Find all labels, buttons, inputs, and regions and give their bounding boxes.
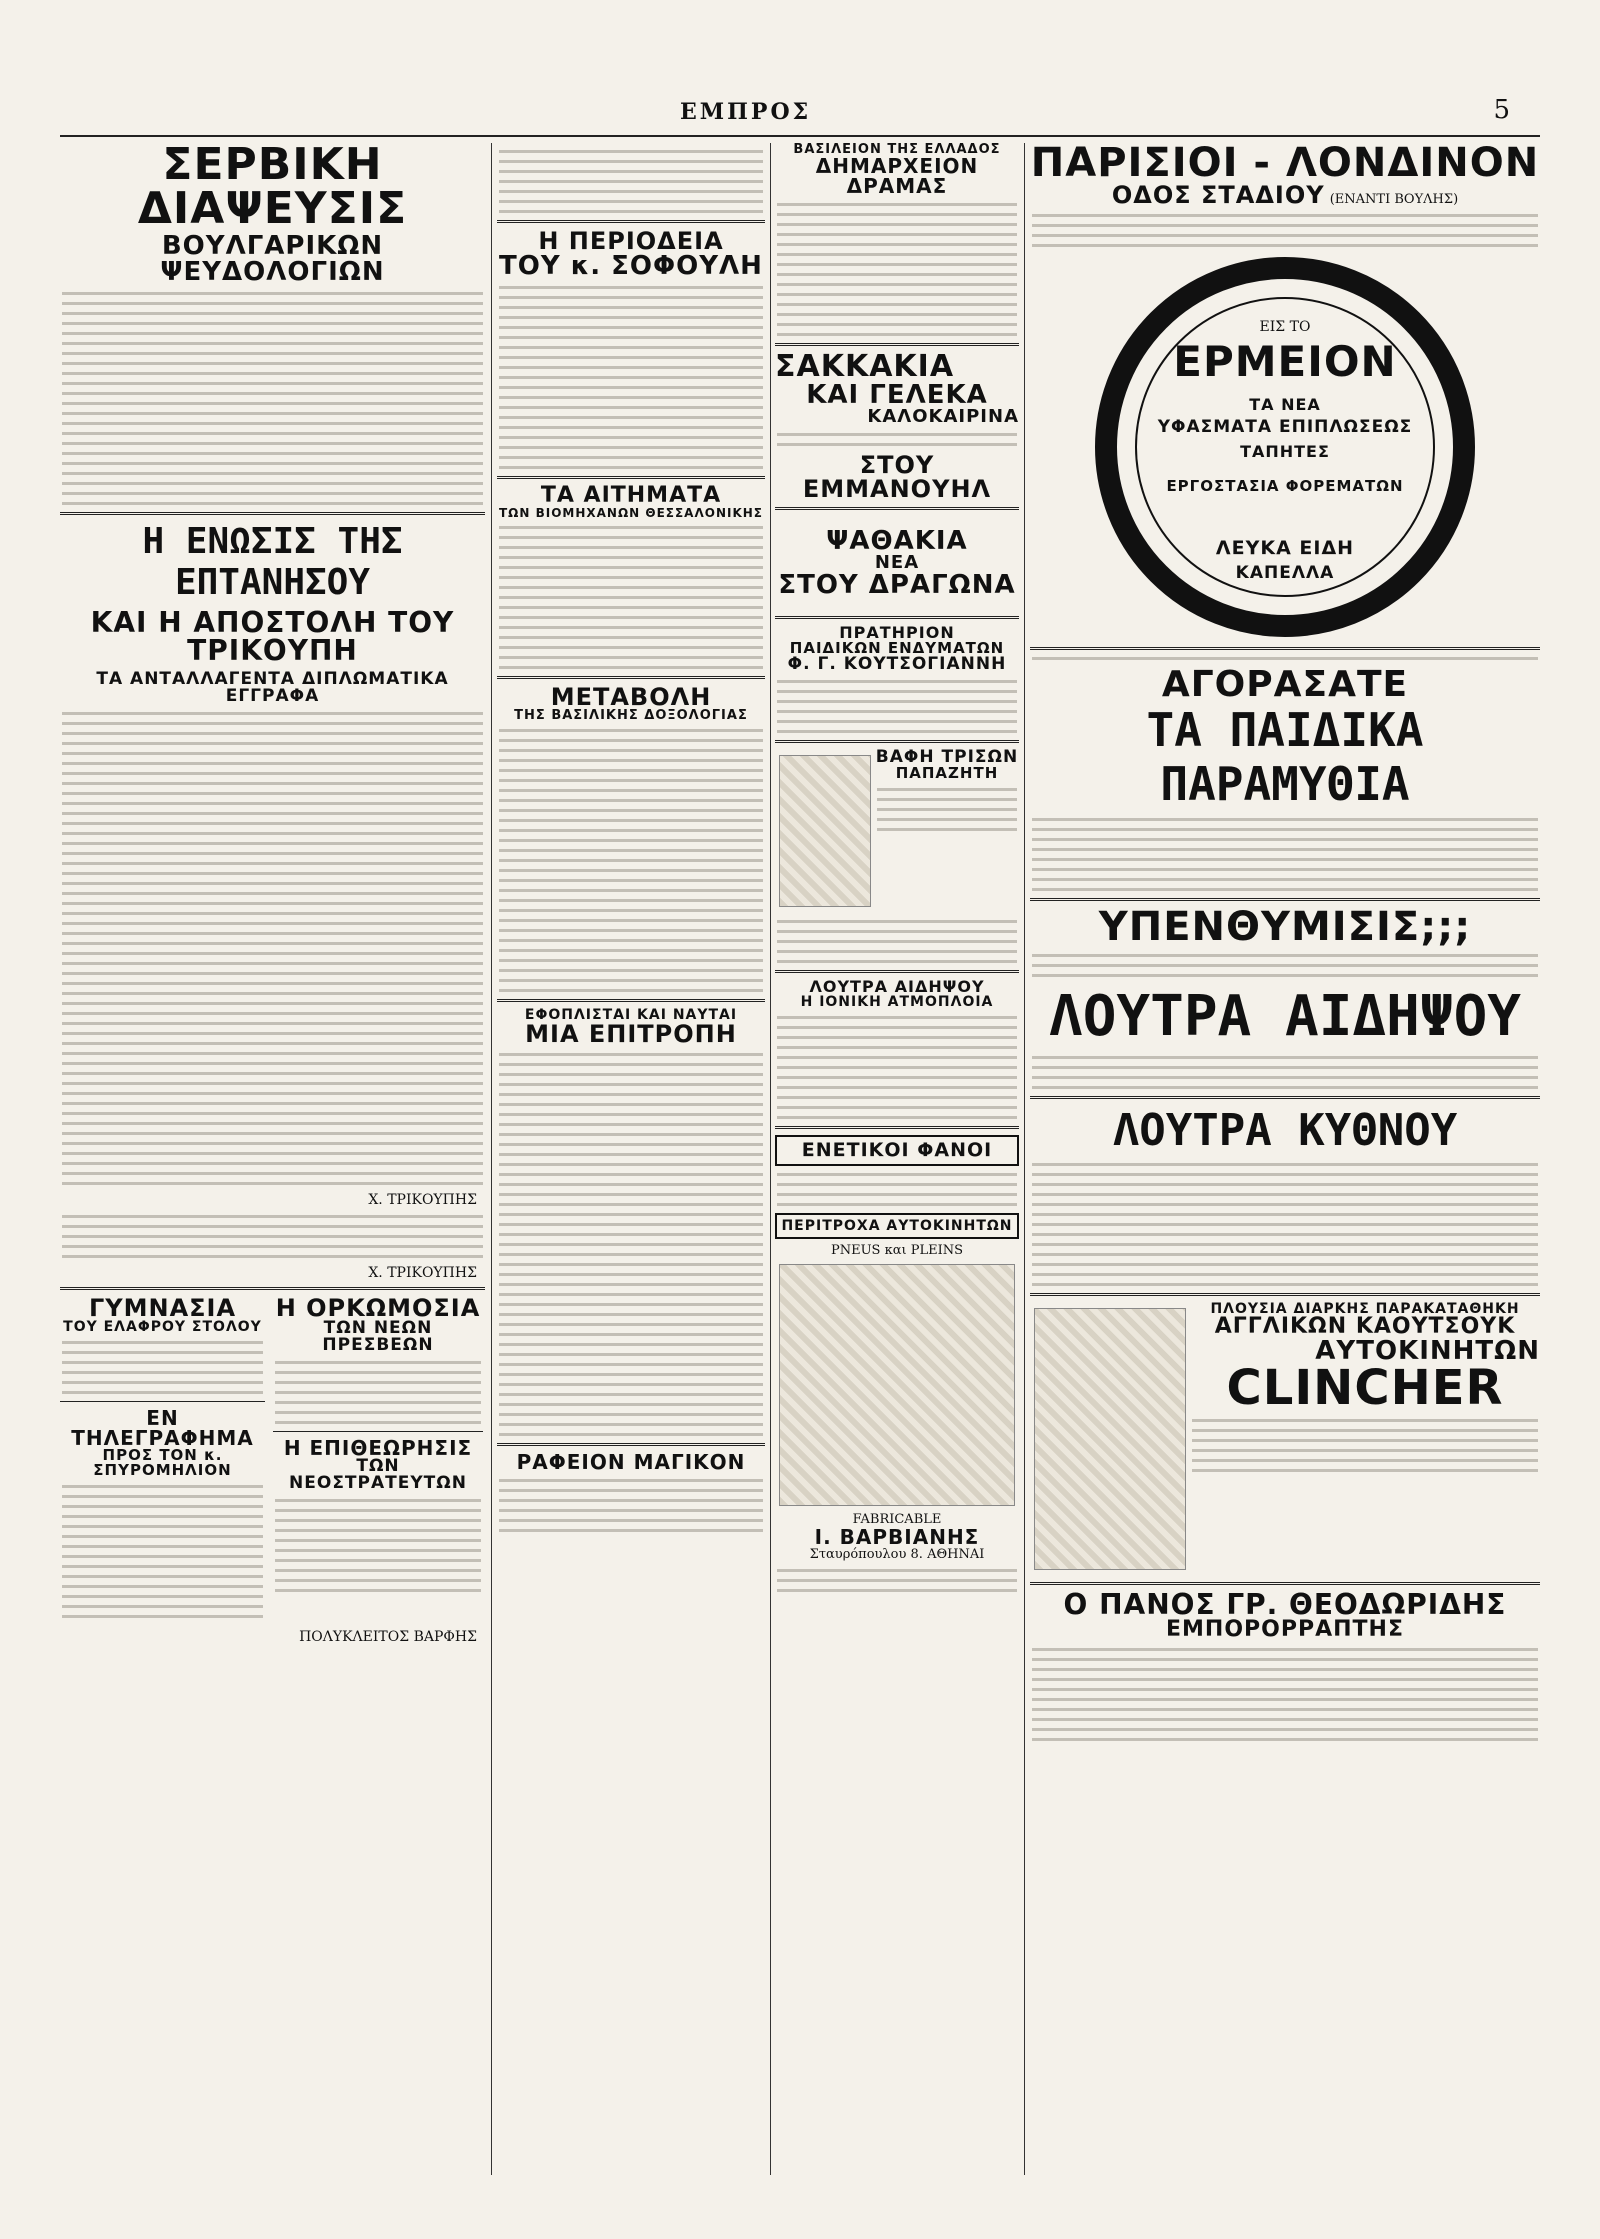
ad-rich-stock: ΠΛΟΥΣΙΑ ΔΙΑΡΚΗΣ ΠΑΡΑΚΑΤΑΘΗΚΗ <box>1210 1301 1520 1317</box>
ad-reminder: ΥΠΕΝΘΥΜΙΣΙΣ;;; <box>1098 904 1472 950</box>
subhead-bulgarian-lies: ΒΟΥΛΓΑΡΙΚΩΝ ΨΕΥΔΟΛΟΓΙΩΝ <box>160 231 385 287</box>
headline-shipowners: ΕΦΟΠΛΙΣΤΑΙ ΚΑΙ ΝΑΥΤΑΙ <box>524 1007 738 1023</box>
ad-jackets: ΣΑΚΚΑΚΙΑ <box>775 349 955 384</box>
ad-aidipsos: ΛΟΥΤΡΑ ΑΙΔΗΨΟΥ <box>1048 984 1521 1049</box>
headline-swearing-in: Η ΟΡΚΩΜΟΣΙΑ <box>275 1294 481 1322</box>
ad-english-rubber: ΑΓΓΛΙΚΩΝ ΚΑΟΥΤΣΟΥΚ <box>1214 1314 1516 1339</box>
ad-hair-dye: ΒΑΦΗ ΤΡΙΣΩΝ <box>875 747 1019 767</box>
ad-ionian-steamship: Η ΙΟΝΙΚΗ ΑΤΜΟΠΛΟΙΑ <box>800 994 994 1010</box>
ad-vests: ΚΑΙ ΓΕΛΕΚΑ <box>806 380 988 410</box>
column-4 <box>1030 143 1540 2175</box>
ad-aidipsos-baths: ΛΟΥΤΡΑ ΑΙΔΗΨΟΥ <box>809 977 985 996</box>
signature: Χ. ΤΡΙΚΟΥΠΗΣ <box>368 1265 477 1281</box>
ad-buy: ΑΓΟΡΑΣΑΤΕ <box>1161 664 1409 705</box>
headline-heptanese-union: Η ΕΝΩΣΙΣ ΤΗΣ ΕΠΤΑΝΗΣΟΥ <box>142 521 403 603</box>
ad-papazitis: ΠΑΠΑΖΗΤΗ <box>895 764 999 782</box>
ad-childrens-clothes: ΠΑΙΔΙΚΩΝ ΕΝΔΥΜΑΤΩΝ <box>789 639 1005 657</box>
headline-demands: ΤΑ ΑΙΤΗΜΑΤΑ <box>540 483 722 508</box>
ad-pneus: PNEUS και PLEINS <box>830 1243 964 1258</box>
subhead-sofoulis: ΤΟΥ κ. ΣΟΦΟΥΛΗ <box>499 251 763 281</box>
page-number: 5 <box>1493 95 1510 125</box>
headline-inspection: Η ΕΠΙΘΕΩΡΗΣΙΣ <box>283 1436 473 1460</box>
newspaper-title: ΕΜΠΡΟΣ <box>680 99 812 125</box>
subhead-committee: ΜΙΑ ΕΠΙΤΡΟΠΗ <box>525 1020 737 1048</box>
kingdom-header: ΒΑΣΙΛΕΙΟΝ ΤΗΣ ΕΛΛΑΔΟΣ <box>793 143 1001 157</box>
subhead-light-fleet: ΤΟΥ ΕΛΑΦΡΟΥ ΣΤΟΛΟΥ <box>63 1319 262 1335</box>
subhead-trikoupis-mission: ΚΑΙ Η ΑΠΟΣΤΟΛΗ ΤΟΥ ΤΡΙΚΟΥΠΗ <box>90 606 455 667</box>
tyre-illustration <box>779 1264 1015 1506</box>
ad-car-tyres: ΠΕΡΙΤΡΟΧΑ ΑΥΤΟΚΙΝΗΤΩΝ <box>775 1213 1019 1239</box>
ad-summer: ΚΑΛΟΚΑΙΡΙΝΑ <box>867 406 1019 427</box>
hair-dye-illustration <box>779 755 871 907</box>
headline-drama-townhall: ΔΗΜΑΡΧΕΙΟΝ ΔΡΑΜΑΣ <box>815 154 979 198</box>
signature: Χ. ΤΡΙΚΟΥΠΗΣ <box>368 1192 477 1208</box>
headline-gymnasia: ΓΥΜΝΑΣΙΑ <box>88 1294 237 1322</box>
ad-straw-hats: ΨΑΘΑΚΙΑ <box>826 526 968 556</box>
subhead-new-ambassadors: ΤΩΝ ΝΕΩΝ ΠΡΕΣΒΕΩΝ <box>322 1318 434 1355</box>
subhead-thessaloniki-industrialists: ΤΩΝ ΒΙΟΜΗΧΑΝΩΝ ΘΕΣΣΑΛΟΝΙΚΗΣ <box>498 506 764 520</box>
ad-stadiou-street: ΟΔΟΣ ΣΤΑΔΙΟΥ <box>1111 181 1325 209</box>
ad-kythnos: ΛΟΥΤΡΑ ΚΥΘΝΟΥ <box>1112 1105 1458 1156</box>
subhead-royal-doxology: ΤΗΣ ΒΑΣΙΛΙΚΗΣ ΔΟΞΟΛΟΓΙΑΣ <box>514 708 748 723</box>
newspaper-page <box>60 95 1540 2175</box>
ad-automobiles: ΑΥΤΟΚΙΝΗΤΩΝ <box>1315 1336 1540 1366</box>
ad-koutsogiannis: Φ. Γ. ΚΟΥΤΣΟΓΙΑΝΝΗ <box>787 654 1007 674</box>
ermeion-circle-ad: ΕΙΣ ΤΟ ΕΡΜΕΙΟΝ ΤΑ ΝΕΑ ΥΦΑΣΜΑΤΑ ΕΠΙΠΛΩΣΕΩΣ ΤΑΠΗΤΕΣ ΕΡΓΟΣΤΑΣΙΑ ΦΟΡΕΜΑΤΩΝ ΛΕΥΚΑ ΕΙΔΗ ΚΑΠΕΛΛΑ <box>1095 257 1475 637</box>
ad-merchant-tailor: ΕΜΠΟΡΟΡΡΑΠΤΗΣ <box>1166 1617 1404 1642</box>
headline-telegram: ΕΝ ΤΗΛΕΓΡΑΦΗΜΑ <box>71 1406 254 1450</box>
headline-magic-tailor: ΡΑΦΕΙΟΝ ΜΑΓΙΚΟΝ <box>516 1450 746 1474</box>
subhead-spyromilios: ΠΡΟΣ ΤΟΝ κ. ΣΠΥΡΟΜΗΛΙΟΝ <box>93 1446 232 1479</box>
signature: ΠΟΛΥΚΛΕΙΤΟΣ ΒΑΡΦΗΣ <box>299 1629 477 1645</box>
ad-dragona: ΣΤΟΥ ΔΡΑΓΩΝΑ <box>778 570 1016 600</box>
article-body <box>60 292 485 505</box>
ad-opposite-parliament: (ΕΝΑΝΤΙ ΒΟΥΛΗΣ) <box>1329 192 1459 207</box>
ad-fabricable: FABRICABLE <box>852 1512 942 1527</box>
ermeion-name: ΕΡΜΕΙΟΝ <box>1173 337 1397 386</box>
tyre-ad-illustration <box>1034 1308 1186 1570</box>
ad-childrens-tales: ΤΑ ΠΑΙΔΙΚΑ ΠΑΡΑΜΥΘΙΑ <box>1146 703 1424 811</box>
article-body <box>60 712 485 1185</box>
ad-new: ΝΕΑ <box>874 552 920 573</box>
subhead-diplomatic-docs: ΤΑ ΑΝΤΑΛΛΑΓΕΝΤΑ ΔΙΠΛΩΜΑΤΙΚΑ ΕΓΓΡΑΦΑ <box>96 669 449 706</box>
ad-varvianis: Ι. ΒΑΡΒΙΑΝΗΣ <box>814 1525 980 1549</box>
column-2 <box>497 143 765 2175</box>
column-3 <box>775 143 1019 2175</box>
ad-paris-london: ΠΑΡΙΣΙΟΙ - ΛΟΝΔΙΝΟΝ <box>1030 143 1540 186</box>
ad-clincher: CLINCHER <box>1226 1360 1504 1416</box>
column-1 <box>60 143 485 2175</box>
ad-theodoridis: Ο ΠΑΝΟΣ ΓΡ. ΘΕΟΔΩΡΙΔΗΣ <box>1063 1588 1507 1621</box>
headline-tour: Η ΠΕΡΙΟΔΕΙΑ <box>538 227 724 255</box>
ad-emmanouil: ΣΤΟΥ ΕΜΜΑΝΟΥΗΛ <box>802 451 992 503</box>
masthead <box>60 95 1540 135</box>
ad-varvianis-address: Σταυρόπουλου 8. ΑΘΗΝΑΙ <box>809 1547 985 1562</box>
subhead-new-recruits: ΤΩΝ ΝΕΟΣΤΡΑΤΕΥΤΩΝ <box>289 1456 467 1493</box>
headline-serbian-denial: ΣΕΡΒΙΚΗ ΔΙΑΨΕΥΣΙΣ <box>137 143 408 234</box>
headline-change: ΜΕΤΑΒΟΛΗ <box>550 683 712 711</box>
ad-venetian-lanterns: ΕΝΕΤΙΚΟΙ ΦΑΝΟΙ <box>775 1135 1019 1166</box>
ad-shop: ΠΡΑΤΗΡΙΟΝ <box>839 623 955 642</box>
